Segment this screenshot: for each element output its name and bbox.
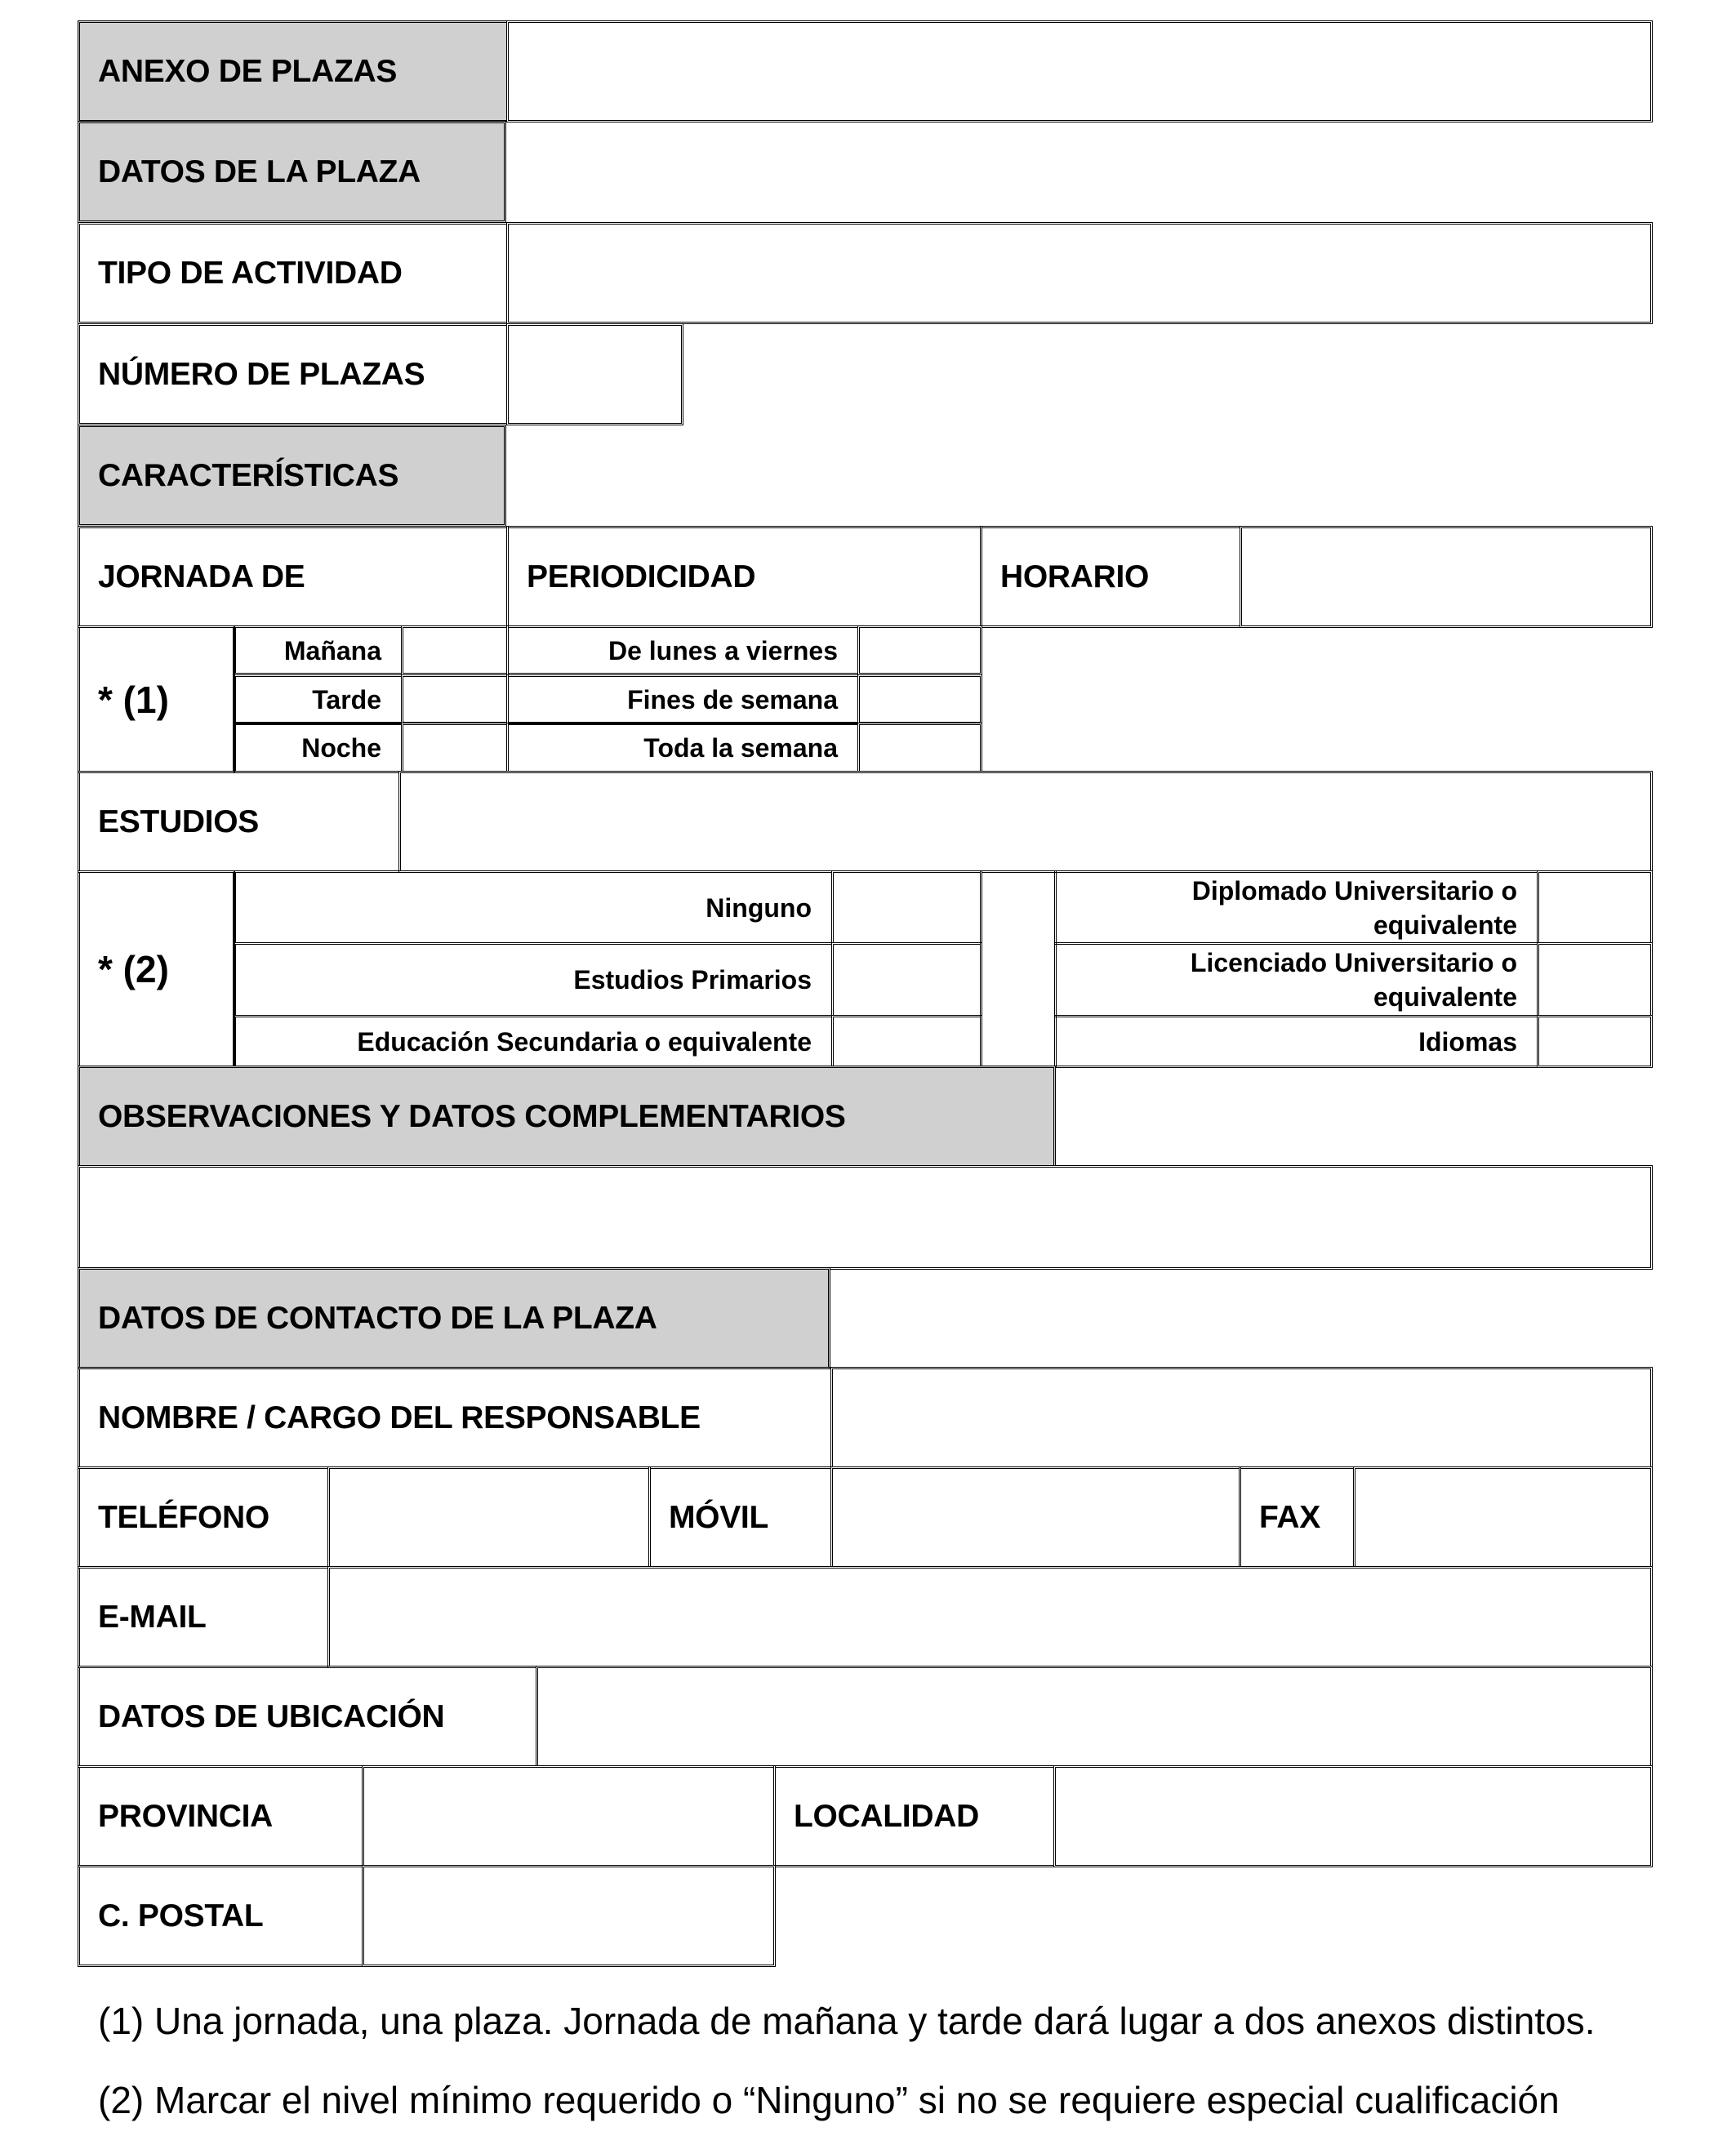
estudios-option-licenciado: Licenciado Universitario o equivalente: [1054, 942, 1539, 1017]
localidad-field[interactable]: [1053, 1765, 1653, 1867]
estudios-option-secundaria: Educación Secundaria o equivalente: [234, 1015, 834, 1068]
section-contacto: DATOS DE CONTACTO DE LA PLAZA: [78, 1267, 830, 1369]
fax-field[interactable]: [1353, 1466, 1653, 1569]
anexo-field[interactable]: [506, 20, 1653, 122]
label-periodicidad: PERIODICIDAD: [506, 526, 982, 628]
label-jornada: JORNADA DE: [78, 526, 509, 628]
estudios-check-secundaria[interactable]: [831, 1015, 982, 1068]
cpostal-field[interactable]: [362, 1865, 776, 1967]
label-horario: HORARIO: [980, 526, 1242, 628]
provincia-field[interactable]: [362, 1765, 776, 1867]
section-observaciones: OBSERVACIONES Y DATOS COMPLEMENTARIOS: [78, 1066, 1056, 1168]
ubicacion-field[interactable]: [536, 1666, 1653, 1768]
jornada-check-tarde[interactable]: [401, 674, 509, 724]
responsable-field[interactable]: [830, 1367, 1653, 1469]
label-cpostal: C. POSTAL: [78, 1865, 364, 1967]
jornada-option-noche: Noche: [234, 723, 403, 773]
estudios-marker: * (2): [78, 870, 235, 1068]
estudios-check-idiomas[interactable]: [1537, 1015, 1653, 1068]
footnote-2: (2) Marcar el nivel mínimo requerido o “Ninguno” si no se requiere especial cualificación: [98, 2079, 1560, 2121]
estudios-check-ninguno[interactable]: [831, 870, 982, 945]
periodicidad-option-toda-semana: Toda la semana: [506, 723, 860, 773]
label-fax: FAX: [1239, 1466, 1355, 1569]
numero-plazas-field[interactable]: [506, 323, 683, 425]
jornada-option-tarde: Tarde: [234, 674, 403, 724]
jornada-option-manana: Mañana: [234, 625, 403, 675]
periodicidad-check-lunes-viernes[interactable]: [857, 625, 982, 675]
estudios-option-diplomado: Diplomado Universitario o equivalente: [1054, 870, 1539, 945]
observaciones-field[interactable]: [78, 1165, 1653, 1270]
periodicidad-option-fines-semana: Fines de semana: [506, 674, 860, 724]
horario-field[interactable]: [1240, 526, 1653, 628]
estudios-option-ninguno: Ninguno: [234, 870, 834, 945]
periodicidad-option-lunes-viernes: De lunes a viernes: [506, 625, 860, 675]
movil-field[interactable]: [830, 1466, 1241, 1569]
estudios-option-idiomas: Idiomas: [1054, 1015, 1539, 1068]
section-datos-plaza: DATOS DE LA PLAZA: [78, 121, 506, 223]
periodicidad-check-fines-semana[interactable]: [857, 674, 982, 724]
label-telefono: TELÉFONO: [78, 1466, 330, 1569]
label-localidad: LOCALIDAD: [773, 1765, 1056, 1867]
periodicidad-check-toda-semana[interactable]: [857, 723, 982, 773]
label-ubicacion: DATOS DE UBICACIÓN: [78, 1666, 538, 1768]
tipo-actividad-field[interactable]: [506, 222, 1653, 324]
estudios-field[interactable]: [398, 771, 1653, 873]
label-numero-plazas: NÚMERO DE PLAZAS: [78, 323, 509, 425]
estudios-option-primarios: Estudios Primarios: [234, 942, 834, 1017]
label-provincia: PROVINCIA: [78, 1765, 364, 1867]
label-estudios: ESTUDIOS: [78, 771, 401, 873]
jornada-marker: * (1): [78, 625, 235, 773]
estudios-check-primarios[interactable]: [831, 942, 982, 1017]
label-email: E-MAIL: [78, 1566, 330, 1668]
section-anexo: ANEXO DE PLAZAS: [78, 20, 509, 122]
label-movil: MÓVIL: [648, 1466, 833, 1569]
telefono-field[interactable]: [327, 1466, 651, 1569]
email-field[interactable]: [327, 1566, 1653, 1668]
estudios-check-licenciado[interactable]: [1537, 942, 1653, 1017]
footnote-1: (1) Una jornada, una plaza. Jornada de mañana y tarde dará lugar a dos anexos distintos.: [98, 2000, 1596, 2042]
jornada-check-manana[interactable]: [401, 625, 509, 675]
estudios-check-diplomado[interactable]: [1537, 870, 1653, 945]
jornada-check-noche[interactable]: [401, 723, 509, 773]
label-tipo-actividad: TIPO DE ACTIVIDAD: [78, 222, 509, 324]
label-responsable: NOMBRE / CARGO DEL RESPONSABLE: [78, 1367, 833, 1469]
estudios-spacer-column: [980, 870, 1057, 1068]
section-caracteristicas: CARACTERÍSTICAS: [78, 425, 506, 527]
